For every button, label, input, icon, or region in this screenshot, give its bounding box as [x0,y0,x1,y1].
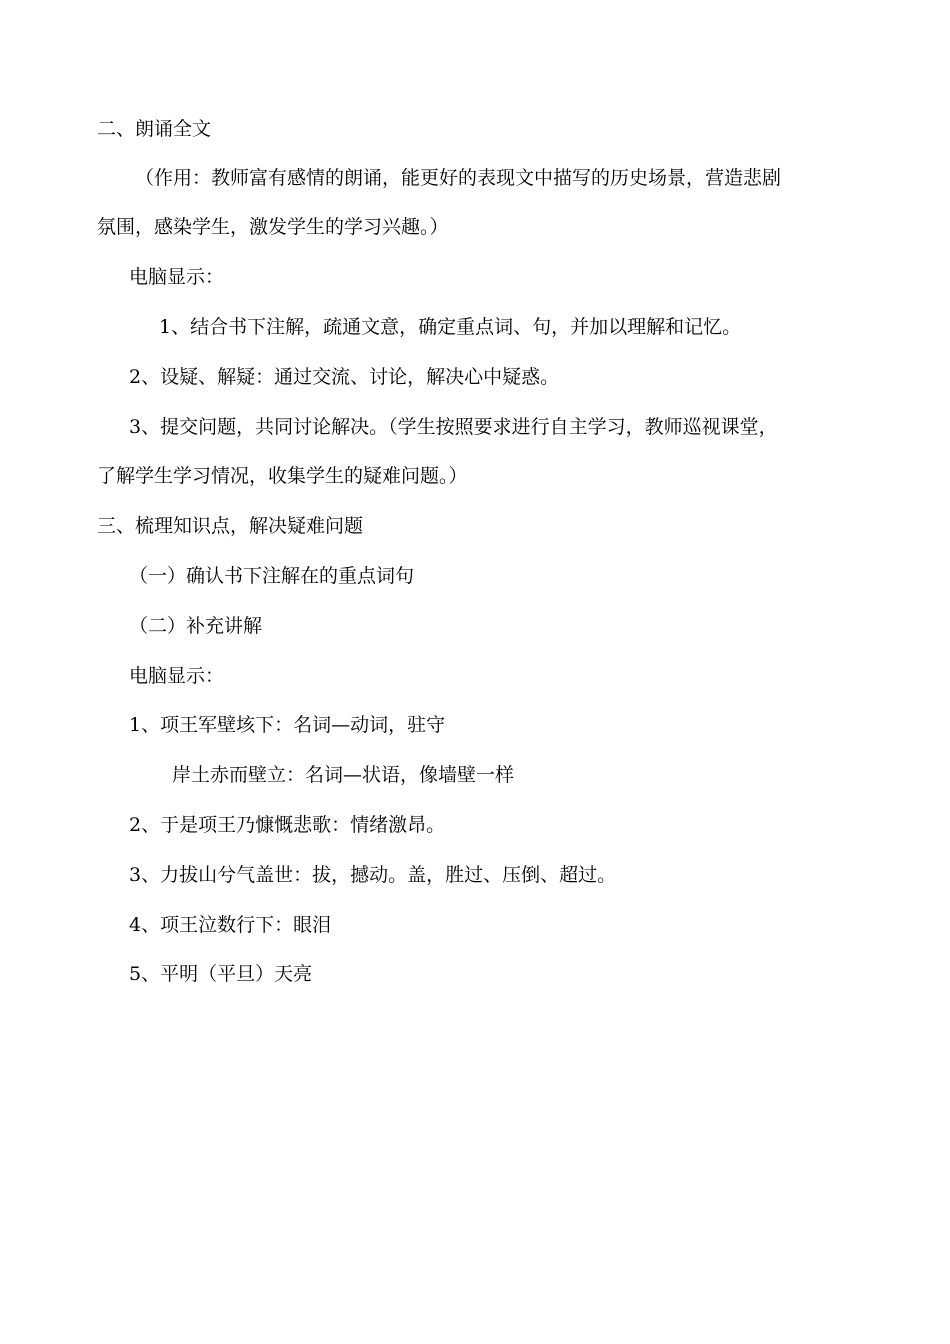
subsection-supplement: （二）补充讲解 [129,615,263,637]
note-item-4: 4、项王泣数行下：眼泪 [129,914,332,936]
section-heading-knowledge: 三、梳理知识点，解决疑难问题 [97,515,364,537]
computer-display-label-2: 电脑显示： [129,665,225,687]
note-item-5: 5、平明（平旦）天亮 [129,963,313,985]
step-item-1: 1、结合书下注解，疏通文意，确定重点词、句，并加以理解和记忆。 [159,316,742,338]
computer-display-label-1: 电脑显示： [129,266,225,288]
step-item-3-line-2: 了解学生学习情况，收集学生的疑难问题。） [97,465,468,487]
note-item-1: 1、项王军壁垓下：名词—动词，驻守 [129,714,446,736]
recitation-purpose-line-1: （作用：教师富有感情的朗诵，能更好的表现文中描写的历史场景，营造悲剧 [135,167,782,189]
subsection-confirm-notes: （一）确认书下注解在的重点词句 [129,565,415,587]
note-item-2: 2、于是项王乃慷慨悲歌：情绪激昂。 [129,814,446,836]
recitation-purpose-line-2: 氛围，感染学生，激发学生的学习兴趣。） [97,216,449,238]
step-item-3-line-1: 3、提交问题，共同讨论解决。（学生按照要求进行自主学习，教师巡视课堂， [129,416,778,438]
note-item-3: 3、力拔山兮气盖世：拔，撼动。盖，胜过、压倒、超过。 [129,864,617,886]
section-heading-recitation: 二、朗诵全文 [97,118,212,140]
step-item-2: 2、设疑、解疑：通过交流、讨论，解决心中疑惑。 [129,366,560,388]
note-item-1-example: 岸土赤而壁立：名词—状语，像墙壁一样 [172,764,515,786]
